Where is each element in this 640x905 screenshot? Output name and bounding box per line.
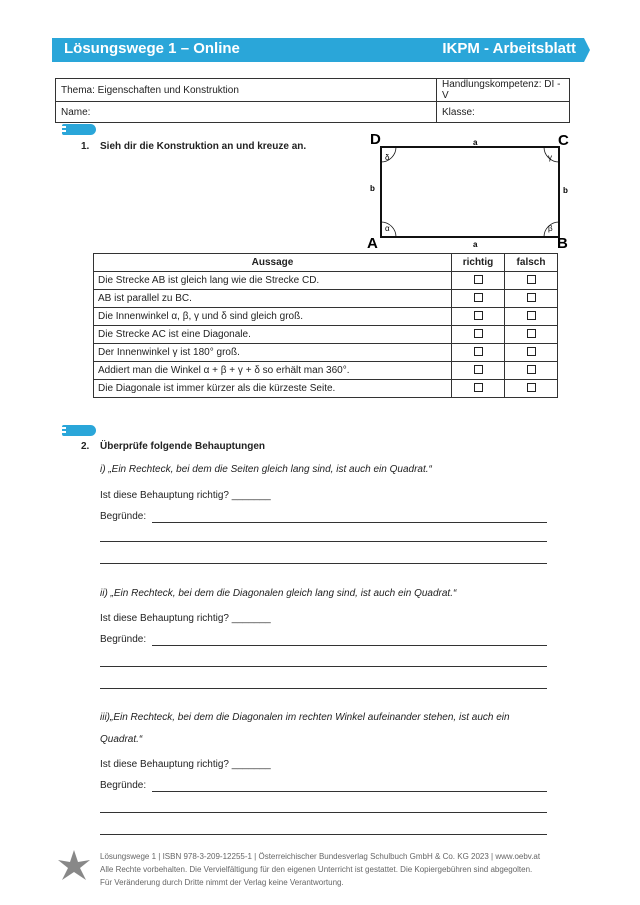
exercise-tab-icon (62, 425, 96, 436)
logo-text: öbv (63, 878, 81, 888)
table-row (94, 362, 558, 380)
statement-text: Die Strecke AC ist eine Diagonale. (94, 326, 452, 344)
footer-line: Alle Rechte vorbehalten. Die Vervielfältigung für den eigenen Unterricht ist gestattet. Die Kopiergebühren sind abgegolten. (100, 865, 533, 874)
vertex-d-label: D (370, 132, 381, 148)
table-row (94, 326, 558, 344)
footer-line: Lösungswege 1 | ISBN 978-3-209-12255-1 | Österreichischer Bundesverlag Schulbuch GmbH & Co. KG 2023 | www.oebv.at (100, 852, 541, 861)
angle-gamma-label: γ (548, 153, 552, 162)
banner-worksheet-label: IKPM - Arbeitsblatt (442, 40, 576, 57)
answer-line[interactable] (152, 645, 547, 646)
vertex-a-label: A (367, 235, 378, 252)
vertex-b-label: B (557, 235, 568, 252)
claim-i-question: Ist diese Behauptung richtig? _______ (100, 490, 271, 501)
table-row (94, 344, 558, 362)
class-field[interactable]: Klasse: (437, 102, 570, 123)
side-left-label: b (370, 184, 375, 193)
checkbox-false[interactable] (527, 293, 536, 302)
exercise-tab-icon (62, 124, 96, 135)
header-correct: richtig (452, 254, 505, 272)
side-bottom-label: a (473, 240, 478, 249)
checkbox-false[interactable] (527, 275, 536, 284)
checkbox-correct[interactable] (474, 347, 483, 356)
claim-i-reason-label: Begründe: (100, 511, 147, 522)
answer-line[interactable] (152, 522, 547, 523)
competence-cell: Handlungskompetenz: DI - V (437, 79, 570, 102)
statement-text: AB ist parallel zu BC. (94, 290, 452, 308)
checkbox-correct[interactable] (474, 329, 483, 338)
checkbox-false[interactable] (527, 329, 536, 338)
claim-iii-continued: Quadrat.“ (100, 734, 143, 745)
question-2-number: 2. (81, 441, 90, 452)
side-top-label: a (473, 138, 478, 147)
question-1-number: 1. (81, 141, 90, 152)
checkbox-false[interactable] (527, 365, 536, 374)
angle-alpha-label: α (385, 224, 390, 233)
name-field[interactable]: Name: (56, 102, 437, 123)
checkbox-correct[interactable] (474, 383, 483, 392)
side-right-label: b (563, 186, 568, 195)
statement-text: Der Innenwinkel γ ist 180° groß. (94, 344, 452, 362)
table-row (94, 272, 558, 290)
header-banner (52, 38, 590, 62)
header-statement: Aussage (94, 254, 452, 272)
answer-line[interactable] (100, 666, 547, 667)
statement-text: Addiert man die Winkel α + β + γ + δ so erhält man 360°. (94, 362, 452, 380)
claim-iii-question: Ist diese Behauptung richtig? _______ (100, 759, 271, 770)
footer-line: Für Veränderung durch Dritte nimmt der Verlag keine Verantwortung. (100, 878, 344, 887)
checkbox-correct[interactable] (474, 293, 483, 302)
claim-i: i) „Ein Rechteck, bei dem die Seiten gleich lang sind, ist auch ein Quadrat.“ (100, 464, 432, 475)
checkbox-false[interactable] (527, 347, 536, 356)
checkbox-false[interactable] (527, 311, 536, 320)
claim-ii: ii) „Ein Rechteck, bei dem die Diagonalen gleich lang sind, ist auch ein Quadrat.“ (100, 588, 457, 599)
vertex-c-label: C (558, 132, 569, 149)
header-false: falsch (505, 254, 558, 272)
claim-iii-reason-label: Begründe: (100, 780, 147, 791)
topic-cell: Thema: Eigenschaften und Konstruktion (56, 79, 437, 102)
answer-line[interactable] (100, 688, 547, 689)
statement-text: Die Innenwinkel α, β, γ und δ sind gleich groß. (94, 308, 452, 326)
checkbox-false[interactable] (527, 383, 536, 392)
checkbox-correct[interactable] (474, 275, 483, 284)
info-table (55, 78, 570, 123)
claim-iii: iii)„Ein Rechteck, bei dem die Diagonalen im rechten Winkel aufeinander stehen, ist auch ein (100, 712, 510, 723)
angle-beta-label: β (548, 224, 553, 233)
checkbox-correct[interactable] (474, 311, 483, 320)
question-2-text: Überprüfe folgende Behauptungen (100, 441, 265, 452)
angle-delta-label: δ (385, 153, 390, 162)
table-row (94, 380, 558, 398)
answer-line[interactable] (100, 834, 547, 835)
checkbox-correct[interactable] (474, 365, 483, 374)
rectangle-diagram (365, 132, 575, 252)
question-1-text: Sieh dir die Konstruktion an und kreuze an. (100, 141, 307, 152)
answer-line[interactable] (100, 812, 547, 813)
claim-ii-reason-label: Begründe: (100, 634, 147, 645)
statement-text: Die Diagonale ist immer kürzer als die kürzeste Seite. (94, 380, 452, 398)
claim-ii-question: Ist diese Behauptung richtig? _______ (100, 613, 271, 624)
statement-table (93, 253, 558, 398)
footer (100, 850, 586, 889)
answer-line[interactable] (100, 541, 547, 542)
table-row (94, 290, 558, 308)
table-row (94, 308, 558, 326)
statement-text: Die Strecke AB ist gleich lang wie die Strecke CD. (94, 272, 452, 290)
answer-line[interactable] (100, 563, 547, 564)
publisher-logo (56, 848, 92, 888)
answer-line[interactable] (152, 791, 547, 792)
banner-title: Lösungswege 1 – Online (64, 40, 240, 57)
